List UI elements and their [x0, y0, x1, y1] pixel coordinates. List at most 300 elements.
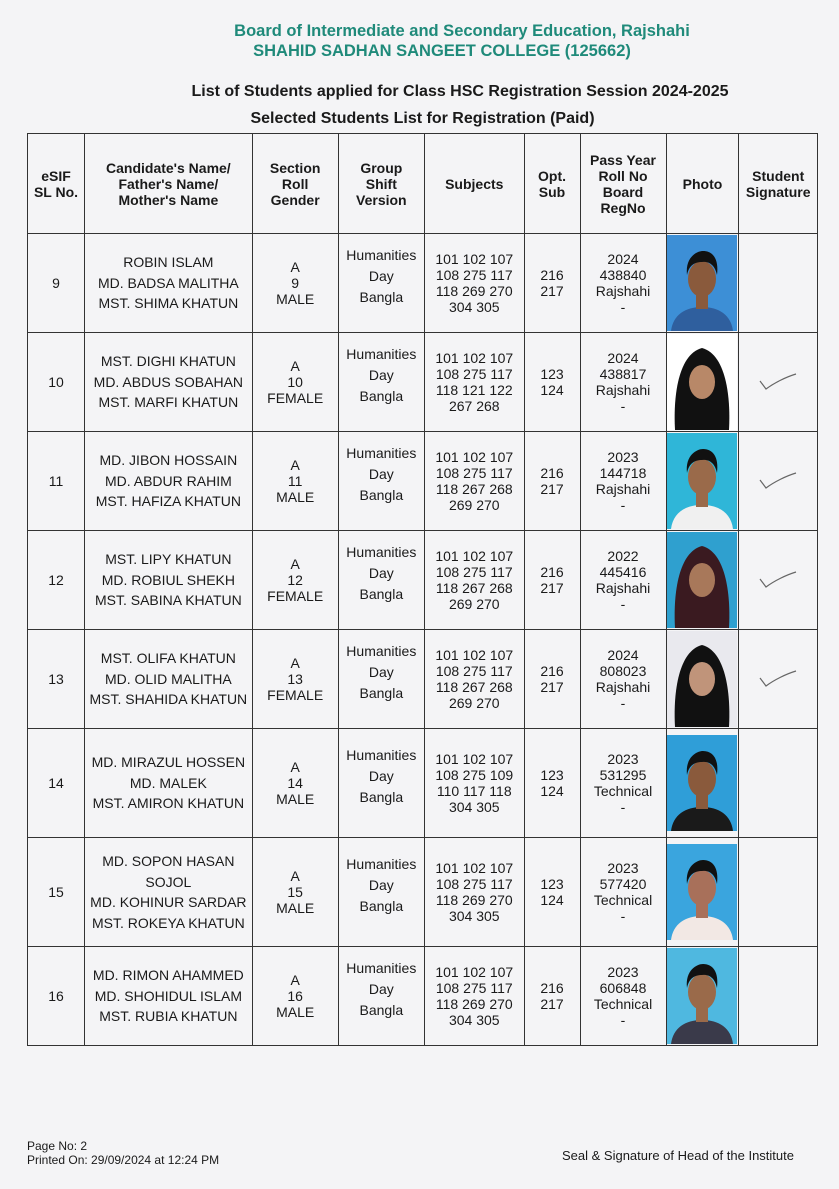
- subjects-line: 101 102 107: [435, 350, 514, 366]
- candidate-names-line: MST. MARFI KHATUN: [98, 394, 239, 411]
- photo-frame: [667, 631, 737, 727]
- pass-info-line: -: [620, 299, 626, 315]
- photo-frame: [667, 948, 737, 1044]
- student-photo-image: [667, 735, 737, 831]
- optional-subjects-line: 217: [540, 481, 564, 497]
- student-photo-image: [667, 433, 737, 529]
- photo-neck: [696, 493, 708, 507]
- optional-subjects-line: 217: [540, 283, 564, 299]
- sl-number: 16: [28, 947, 85, 1046]
- candidate-names: [85, 432, 253, 531]
- photo-face: [688, 261, 716, 297]
- header-line: Section: [269, 159, 321, 176]
- pass-info-line: 438817: [599, 366, 647, 382]
- optional-subjects: [524, 333, 580, 432]
- section-roll-gender-line: 9: [291, 275, 300, 291]
- section-roll-gender-line: A: [290, 358, 300, 374]
- group-shift-version-line: Bangla: [359, 387, 404, 404]
- section-roll-gender: [252, 630, 338, 729]
- optional-subjects-line: 216: [540, 663, 564, 679]
- group-shift-version: [338, 432, 424, 531]
- photo-frame: [667, 735, 737, 831]
- optional-subjects-line: 216: [540, 267, 564, 283]
- optional-subjects-line: 124: [540, 892, 564, 908]
- subjects-line: 269 270: [448, 596, 500, 612]
- group-shift-version: [338, 531, 424, 630]
- list-title: List of Students applied for Class HSC Registration Session 2024-2025: [191, 83, 729, 100]
- subjects-line: 108 275 117: [435, 980, 513, 996]
- pass-info-line: 2023: [607, 751, 639, 767]
- photo-frame: [667, 844, 737, 940]
- candidate-names-line: MD. BADSA MALITHA: [97, 274, 239, 291]
- header-name: [85, 134, 253, 234]
- pass-info-line: 2024: [607, 251, 639, 267]
- subjects-line: 108 275 117: [435, 564, 513, 580]
- tick-stroke: [760, 473, 796, 488]
- pass-info-line: Technical: [593, 892, 653, 908]
- student-photo: [666, 333, 739, 432]
- photo-neck: [696, 1008, 708, 1022]
- group-shift-version-line: Day: [368, 767, 394, 784]
- table-header-row: [28, 134, 818, 234]
- table-row: [28, 234, 818, 333]
- optional-subjects: [524, 432, 580, 531]
- candidate-names-line: MST. ROKEYA KHATUN: [91, 914, 245, 931]
- subjects-line: 101 102 107: [435, 964, 514, 980]
- subjects-line: 304 305: [448, 908, 500, 924]
- candidate-names-line: MST. HAFIZA KHATUN: [95, 493, 241, 510]
- student-signature: [739, 531, 818, 630]
- student-photo-image: [667, 334, 737, 430]
- subjects-line: 118 267 268: [435, 580, 513, 596]
- footer-info: [27, 1139, 219, 1167]
- photo-face: [688, 761, 716, 797]
- subjects-line: 304 305: [448, 299, 500, 315]
- table-row: [28, 531, 818, 630]
- subjects-line: 108 275 117: [435, 663, 513, 679]
- group-shift-version-line: Bangla: [359, 684, 404, 701]
- candidate-names-line: MST. SHAHIDA KHATUN: [89, 691, 248, 708]
- subjects-line: 304 305: [448, 1012, 500, 1028]
- pass-info-line: 2023: [607, 449, 639, 465]
- section-roll-gender-line: 16: [287, 988, 303, 1004]
- header-line: Father's Name/: [118, 175, 219, 192]
- table-row: [28, 432, 818, 531]
- photo-face: [689, 563, 715, 597]
- student-photo: [666, 729, 739, 838]
- group-shift-version-line: Humanities: [346, 642, 417, 659]
- group-shift-version-line: Day: [368, 366, 394, 383]
- group-shift-version-line: Day: [368, 465, 394, 482]
- pass-info: [580, 838, 666, 947]
- subjects-line: 118 269 270: [435, 996, 513, 1012]
- group-shift-version-line: Humanities: [346, 444, 417, 461]
- optional-subjects: [524, 630, 580, 729]
- section-roll-gender-line: FEMALE: [267, 687, 324, 703]
- candidate-names-line: MST. DIGHI KHATUN: [100, 353, 236, 370]
- student-signature: [739, 947, 818, 1046]
- sl-number: 9: [28, 234, 85, 333]
- photo-frame: [667, 433, 737, 529]
- group-shift-version-line: Day: [368, 663, 394, 680]
- section-roll-gender: [252, 838, 338, 947]
- optional-subjects: [524, 234, 580, 333]
- subjects-line: 118 269 270: [435, 892, 513, 908]
- group-shift-version-line: Day: [368, 267, 394, 284]
- subjects-line: 101 102 107: [435, 251, 514, 267]
- pass-info: [580, 432, 666, 531]
- pass-info-line: 2023: [607, 860, 639, 876]
- table-row: [28, 838, 818, 947]
- student-photo-image: [667, 631, 737, 727]
- section-roll-gender-line: FEMALE: [267, 390, 324, 406]
- photo-face: [688, 459, 716, 495]
- candidate-names: [85, 531, 253, 630]
- subjects-line: 108 275 117: [435, 366, 513, 382]
- optional-subjects-line: 216: [540, 980, 564, 996]
- section-roll-gender-line: A: [290, 868, 300, 884]
- section-roll-gender: [252, 729, 338, 838]
- section-roll-gender-line: A: [290, 759, 300, 775]
- section-roll-gender-line: MALE: [276, 291, 315, 307]
- section-roll-gender: [252, 531, 338, 630]
- pass-info-line: 577420: [599, 876, 647, 892]
- candidate-names-line: MST. SHIMA KHATUN: [98, 295, 239, 312]
- pass-info-line: Rajshahi: [595, 481, 651, 497]
- header-section: [252, 134, 338, 234]
- subjects-line: 304 305: [448, 799, 500, 815]
- candidate-names-line: MST. RUBIA KHATUN: [99, 1008, 238, 1025]
- sl-number: 11: [28, 432, 85, 531]
- photo-neck: [696, 904, 708, 918]
- pass-info-line: Technical: [593, 783, 653, 799]
- header-line: Group: [360, 159, 403, 176]
- students-table: [27, 133, 818, 1046]
- section-roll-gender: [252, 432, 338, 531]
- candidate-names: [85, 838, 253, 947]
- subjects-line: 101 102 107: [435, 647, 514, 663]
- section-roll-gender-line: A: [290, 457, 300, 473]
- header-line: Candidate's Name/: [106, 159, 231, 176]
- pass-info-line: 606848: [599, 980, 647, 996]
- pass-info: [580, 333, 666, 432]
- student-signature: [739, 432, 818, 531]
- subjects: [425, 531, 524, 630]
- student-signature: [739, 838, 818, 947]
- group-shift-version-line: Day: [368, 876, 394, 893]
- group-shift-version: [338, 234, 424, 333]
- section-roll-gender-line: MALE: [276, 1004, 315, 1020]
- header-line: Student: [752, 167, 805, 184]
- seal-signature-label: Seal & Signature of Head of the Institute: [562, 1148, 794, 1163]
- header-line: Shift: [365, 175, 397, 192]
- section-roll-gender-line: A: [290, 259, 300, 275]
- header-opt-sub: [524, 134, 580, 234]
- table-row: [28, 729, 818, 838]
- subjects: [425, 432, 524, 531]
- pass-info-line: -: [620, 1012, 626, 1028]
- optional-subjects-line: 123: [540, 366, 564, 382]
- pass-info-line: 2024: [607, 350, 639, 366]
- header-signature: [739, 134, 818, 234]
- group-shift-version-line: Humanities: [346, 345, 417, 362]
- student-photo: [666, 838, 739, 947]
- header-line: SL No.: [33, 183, 79, 200]
- sl-number: 10: [28, 333, 85, 432]
- pass-info-line: -: [620, 497, 626, 513]
- subjects-line: 108 275 117: [435, 465, 513, 481]
- student-signature: [739, 729, 818, 838]
- candidate-names: [85, 729, 253, 838]
- header-line: Version: [356, 191, 407, 208]
- tick-stroke: [760, 671, 796, 686]
- subjects-line: 269 270: [448, 695, 500, 711]
- section-roll-gender: [252, 333, 338, 432]
- pass-info-line: 808023: [599, 663, 647, 679]
- pass-info: [580, 947, 666, 1046]
- optional-subjects-line: 124: [540, 382, 564, 398]
- sl-number: 13: [28, 630, 85, 729]
- group-shift-version-line: Humanities: [346, 959, 417, 976]
- subjects: [425, 630, 524, 729]
- pass-info-line: Rajshahi: [595, 679, 651, 695]
- photo-face: [689, 662, 715, 696]
- section-roll-gender-line: MALE: [276, 489, 315, 505]
- pass-info: [580, 234, 666, 333]
- photo-frame: [667, 334, 737, 430]
- header-group: [338, 134, 424, 234]
- subjects-line: 118 267 268: [435, 481, 513, 497]
- header-line: Signature: [745, 183, 811, 200]
- pass-info-line: -: [620, 398, 626, 414]
- subjects-line: 101 102 107: [435, 548, 514, 564]
- student-photo: [666, 947, 739, 1046]
- signature-tick: [758, 371, 798, 393]
- student-photo-image: [667, 844, 737, 940]
- header-line: eSIF: [41, 167, 71, 184]
- subjects-line: 267 268: [448, 398, 500, 414]
- candidate-names-line: MD. ABDUS SOBAHAN: [93, 373, 244, 390]
- student-photo-image: [667, 948, 737, 1044]
- optional-subjects-line: 123: [540, 876, 564, 892]
- optional-subjects: [524, 729, 580, 838]
- header-pass: [580, 134, 666, 234]
- section-roll-gender-line: FEMALE: [267, 588, 324, 604]
- optional-subjects-line: 217: [540, 679, 564, 695]
- subjects: [425, 729, 524, 838]
- student-photo: [666, 234, 739, 333]
- subjects-line: 110 117 118: [436, 783, 512, 799]
- pass-info: [580, 729, 666, 838]
- group-shift-version-line: Humanities: [346, 543, 417, 560]
- table-row: [28, 947, 818, 1046]
- subjects-line: 101 102 107: [435, 860, 514, 876]
- optional-subjects-line: 216: [540, 465, 564, 481]
- section-roll-gender-line: MALE: [276, 900, 315, 916]
- optional-subjects-line: 123: [540, 767, 564, 783]
- group-shift-version: [338, 333, 424, 432]
- pass-info-line: -: [620, 908, 626, 924]
- pass-info: [580, 531, 666, 630]
- group-shift-version-line: Bangla: [359, 788, 404, 805]
- candidate-names-line: MST. OLIFA KHATUN: [100, 650, 236, 667]
- tick-stroke: [760, 374, 796, 389]
- signature-tick: [758, 569, 798, 591]
- section-roll-gender-line: 12: [287, 572, 303, 588]
- candidate-names-line: MD. SHOHIDUL ISLAM: [94, 987, 242, 1004]
- pass-info-line: -: [620, 596, 626, 612]
- pass-info-line: 445416: [599, 564, 647, 580]
- header-line: Roll No: [598, 167, 648, 184]
- optional-subjects-line: 217: [540, 996, 564, 1012]
- header-sl: [28, 134, 85, 234]
- candidate-names: [85, 947, 253, 1046]
- student-signature: [739, 333, 818, 432]
- section-roll-gender-line: A: [290, 556, 300, 572]
- photo-frame: [667, 532, 737, 628]
- pass-info-line: -: [620, 799, 626, 815]
- candidate-names: [85, 333, 253, 432]
- header-line: Pass Year: [590, 151, 656, 168]
- header-line: Opt.: [538, 167, 566, 184]
- pass-info-line: Rajshahi: [595, 580, 651, 596]
- pass-info-line: 144718: [599, 465, 647, 481]
- candidate-names: [85, 234, 253, 333]
- optional-subjects: [524, 838, 580, 947]
- candidate-names-line: ROBIN ISLAM: [123, 254, 214, 271]
- subjects: [425, 333, 524, 432]
- header-photo: Photo: [666, 134, 739, 234]
- section-roll-gender-line: A: [290, 972, 300, 988]
- group-shift-version: [338, 838, 424, 947]
- tick-stroke: [760, 572, 796, 587]
- student-photo-image: [667, 532, 737, 628]
- subjects-line: 108 275 117: [435, 876, 513, 892]
- header-line: RegNo: [600, 199, 646, 216]
- subjects-line: 108 275 109: [435, 767, 514, 783]
- student-photo-image: [667, 235, 737, 331]
- group-shift-version-line: Day: [368, 980, 394, 997]
- section-roll-gender: [252, 947, 338, 1046]
- pass-info-line: 438840: [599, 267, 647, 283]
- page-number: Page No: 2: [27, 1139, 88, 1153]
- candidate-names-line: MD. ROBIUL SHEKH: [101, 571, 235, 588]
- candidate-names: [85, 630, 253, 729]
- section-roll-gender-line: A: [290, 655, 300, 671]
- subjects-line: 108 275 117: [435, 267, 513, 283]
- candidate-names-line: MD. ABDUR RAHIM: [104, 472, 232, 489]
- photo-neck: [696, 795, 708, 809]
- pass-info: [580, 630, 666, 729]
- photo-frame: [667, 235, 737, 331]
- group-shift-version-line: Humanities: [346, 746, 417, 763]
- pass-info-line: -: [620, 695, 626, 711]
- group-shift-version-line: Bangla: [359, 1001, 404, 1018]
- candidate-names-line: MD. MALEK: [129, 774, 207, 791]
- pass-info-line: 2024: [607, 647, 639, 663]
- candidate-names-line: MD. JIBON HOSSAIN: [99, 452, 238, 469]
- board-title: Board of Intermediate and Secondary Education, Rajshahi: [234, 22, 690, 40]
- signature-tick: [758, 470, 798, 492]
- section-roll-gender-line: 14: [287, 775, 303, 791]
- section-roll-gender-line: 13: [287, 671, 303, 687]
- header-line: Gender: [270, 191, 320, 208]
- student-photo: [666, 531, 739, 630]
- photo-face: [688, 974, 716, 1010]
- photo-face: [688, 870, 716, 906]
- optional-subjects-line: 216: [540, 564, 564, 580]
- header-subjects: Subjects: [425, 134, 524, 234]
- candidate-names-line: MST. SABINA KHATUN: [94, 592, 242, 609]
- group-shift-version: [338, 630, 424, 729]
- candidate-names-line: MST. LIPY KHATUN: [105, 551, 232, 568]
- signature-tick: [758, 668, 798, 690]
- subjects-line: 118 269 270: [435, 283, 513, 299]
- pass-info-line: 2023: [607, 964, 639, 980]
- candidate-names-line: MST. AMIRON KHATUN: [92, 795, 245, 812]
- group-shift-version-line: Humanities: [346, 855, 417, 872]
- student-photo: [666, 432, 739, 531]
- header-line: Board: [602, 183, 644, 200]
- subjects-line: 118 267 268: [435, 679, 513, 695]
- subjects-line: 269 270: [448, 497, 500, 513]
- candidate-names-line: MD. MIRAZUL HOSSEN: [91, 754, 246, 771]
- candidate-names-line: SOJOL: [145, 873, 192, 890]
- pass-info-line: Rajshahi: [595, 382, 651, 398]
- subjects: [425, 947, 524, 1046]
- section-roll-gender-line: 15: [287, 884, 303, 900]
- group-shift-version-line: Bangla: [359, 897, 404, 914]
- candidate-names-line: MD. RIMON AHAMMED: [92, 967, 244, 984]
- header-line: Roll: [281, 175, 309, 192]
- group-shift-version-line: Bangla: [359, 288, 404, 305]
- student-signature: [739, 234, 818, 333]
- table-row: [28, 333, 818, 432]
- section-roll-gender: [252, 234, 338, 333]
- subjects: [425, 838, 524, 947]
- group-shift-version-line: Day: [368, 564, 394, 581]
- section-roll-gender-line: MALE: [276, 791, 315, 807]
- group-shift-version-line: Bangla: [359, 486, 404, 503]
- photo-neck: [696, 295, 708, 309]
- student-photo: [666, 630, 739, 729]
- subjects-line: 101 102 107: [435, 751, 514, 767]
- printed-on: Printed On: 29/09/2024 at 12:24 PM: [27, 1153, 220, 1167]
- sl-number: 12: [28, 531, 85, 630]
- section-roll-gender-line: 11: [287, 473, 303, 489]
- header-line: Mother's Name: [118, 191, 219, 208]
- pass-info-line: Rajshahi: [595, 283, 651, 299]
- subjects: [425, 234, 524, 333]
- sl-number: 15: [28, 838, 85, 947]
- optional-subjects-line: 217: [540, 580, 564, 596]
- table-row: [28, 630, 818, 729]
- candidate-names-line: MD. KOHINUR SARDAR: [90, 894, 247, 910]
- group-shift-version-line: Bangla: [359, 585, 404, 602]
- optional-subjects: [524, 531, 580, 630]
- pass-info-line: Technical: [593, 996, 653, 1012]
- candidate-names-line: MD. OLID MALITHA: [104, 670, 232, 687]
- sl-number: 14: [28, 729, 85, 838]
- header-line: Sub: [538, 183, 566, 200]
- optional-subjects-line: 124: [540, 783, 564, 799]
- group-shift-version: [338, 729, 424, 838]
- section-roll-gender-line: 10: [287, 374, 303, 390]
- subjects-line: 118 121 122: [435, 382, 513, 398]
- photo-face: [689, 365, 715, 399]
- subjects-line: 101 102 107: [435, 449, 514, 465]
- group-shift-version: [338, 947, 424, 1046]
